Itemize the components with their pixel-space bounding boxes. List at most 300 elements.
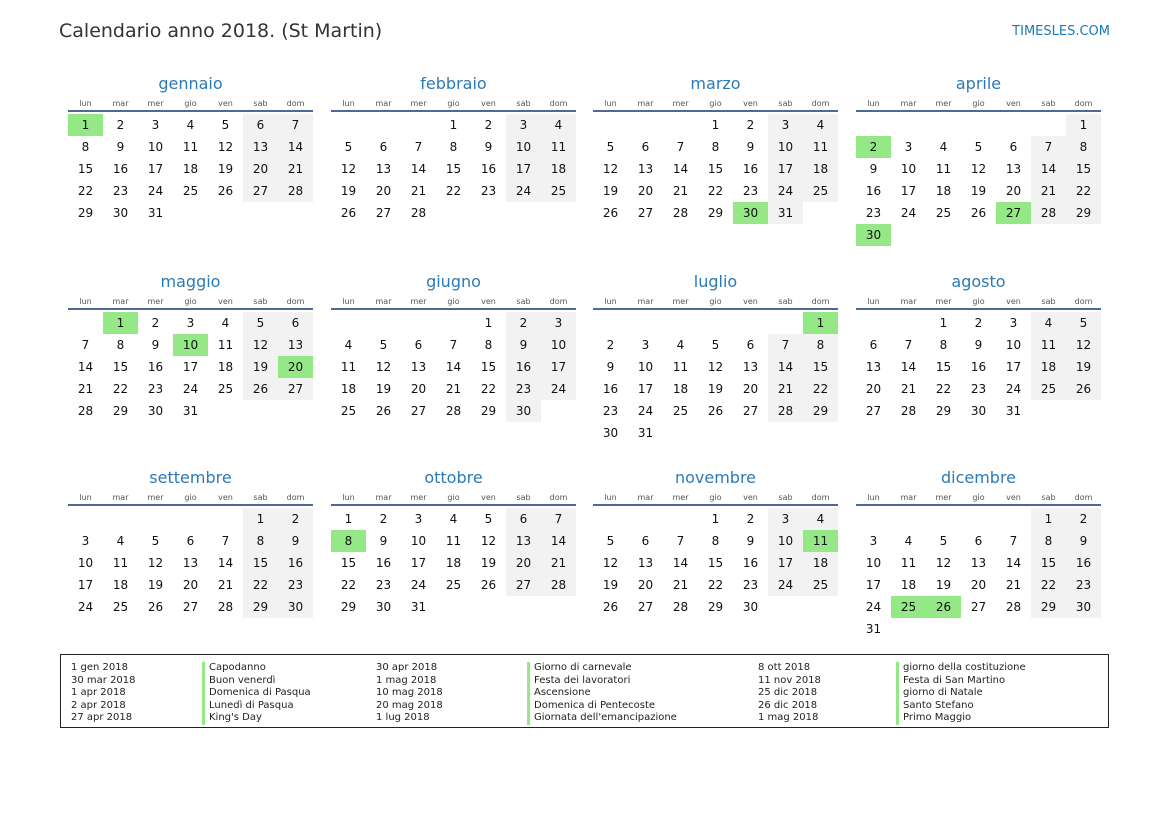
day-cell: 1 <box>711 512 720 526</box>
header-rule <box>68 504 313 506</box>
day-cell: 21 <box>541 552 576 574</box>
legend-holiday-name: Santo Stefano <box>896 700 1026 713</box>
weekday-header: gio <box>709 297 722 306</box>
day-cell: 17 <box>768 158 803 180</box>
day-cell: 27 <box>375 206 392 220</box>
weekday-header: ven <box>218 297 233 306</box>
day-cell: 13 <box>375 162 392 176</box>
day-cell: 8 <box>116 338 125 352</box>
day-cell: 26 <box>602 600 619 614</box>
day-cell: 10 <box>768 530 803 552</box>
day-cell: 16 <box>506 356 541 378</box>
day-cell: 9 <box>869 162 878 176</box>
empty-cell <box>628 114 663 136</box>
day-cell: 2 <box>278 508 313 530</box>
day-cell: 19 <box>147 578 164 592</box>
day-cell: 7 <box>676 140 685 154</box>
weekday-header: mar <box>112 493 129 502</box>
day-cell: 29 <box>1066 202 1101 224</box>
weekday-header: ven <box>481 297 496 306</box>
month-name: gennaio <box>158 74 223 93</box>
day-cell: 17 <box>768 552 803 574</box>
empty-cell <box>926 114 961 136</box>
day-cell: 10 <box>900 162 917 176</box>
empty-cell <box>208 508 243 530</box>
empty-cell <box>366 312 401 334</box>
weekday-header: sab <box>516 99 531 108</box>
empty-cell <box>1031 114 1066 136</box>
weekday-header: dom <box>1074 99 1093 108</box>
day-cell: 9 <box>606 360 615 374</box>
day-cell: 26 <box>375 404 392 418</box>
day-cell: 25 <box>340 404 357 418</box>
day-cell: 1 <box>243 508 278 530</box>
day-cell: 9 <box>1066 530 1101 552</box>
day-cell: 29 <box>112 404 129 418</box>
day-cell: 15 <box>340 556 357 570</box>
day-cell: 25 <box>112 600 129 614</box>
weekday-header: mar <box>112 99 129 108</box>
month-febbraio <box>331 73 576 224</box>
weekday-header: dom <box>811 99 830 108</box>
day-cell: 23 <box>375 578 392 592</box>
day-cell: 14 <box>541 530 576 552</box>
day-cell: 6 <box>243 114 278 136</box>
day-cell: 1 <box>1031 508 1066 530</box>
weekday-header: mer <box>672 99 689 108</box>
weekday-header: sab <box>253 297 268 306</box>
day-cell: 22 <box>1031 574 1066 596</box>
weekday-header: sab <box>778 297 793 306</box>
day-cell: 9 <box>506 334 541 356</box>
weekday-header: gio <box>447 297 460 306</box>
day-cell: 14 <box>1005 556 1022 570</box>
month-maggio <box>68 271 313 422</box>
holiday-day-cell: 11 <box>803 530 838 552</box>
month-grid <box>331 98 576 224</box>
day-cell: 4 <box>541 114 576 136</box>
day-cell: 27 <box>865 404 882 418</box>
day-cell: 30 <box>970 404 987 418</box>
day-cell: 4 <box>1031 312 1066 334</box>
weekday-header: dom <box>549 493 568 502</box>
day-cell: 29 <box>77 206 94 220</box>
weekday-header: sab <box>253 493 268 502</box>
month-aprile <box>856 73 1101 246</box>
day-cell: 11 <box>445 534 462 548</box>
day-cell: 7 <box>1031 136 1066 158</box>
day-cell: 10 <box>768 136 803 158</box>
day-cell: 17 <box>506 158 541 180</box>
weekday-header: mar <box>637 493 654 502</box>
day-cell: 3 <box>904 140 913 154</box>
day-cell: 20 <box>865 382 882 396</box>
day-cell: 13 <box>865 360 882 374</box>
header-rule <box>593 504 838 506</box>
day-cell: 13 <box>742 360 759 374</box>
day-cell: 26 <box>340 206 357 220</box>
legend-date: 26 dic 2018 <box>758 699 818 711</box>
day-cell: 14 <box>672 162 689 176</box>
weekday-header: lun <box>79 297 92 306</box>
day-cell: 25 <box>217 382 234 396</box>
weekday-header: mer <box>147 99 164 108</box>
empty-cell <box>593 312 628 334</box>
day-cell: 4 <box>186 118 195 132</box>
day-cell: 12 <box>970 162 987 176</box>
day-cell: 7 <box>541 508 576 530</box>
month-marzo <box>593 73 838 224</box>
day-cell: 3 <box>151 118 160 132</box>
day-cell: 24 <box>768 574 803 596</box>
day-cell: 4 <box>904 534 913 548</box>
weekday-header: mer <box>410 297 427 306</box>
weekday-header: gio <box>184 99 197 108</box>
month-name: febbraio <box>420 74 487 93</box>
day-cell: 21 <box>445 382 462 396</box>
day-cell: 12 <box>935 556 952 570</box>
day-cell: 16 <box>278 552 313 574</box>
weekday-header: mar <box>900 99 917 108</box>
day-cell: 28 <box>410 206 427 220</box>
legend-dates-col-3 <box>758 662 821 725</box>
day-cell: 8 <box>939 338 948 352</box>
day-cell: 12 <box>1066 334 1101 356</box>
day-cell: 24 <box>1005 382 1022 396</box>
day-cell: 8 <box>243 530 278 552</box>
holiday-day-cell: 30 <box>733 202 768 224</box>
day-cell: 23 <box>742 578 759 592</box>
day-cell: 23 <box>480 184 497 198</box>
month-grid <box>856 296 1101 422</box>
day-cell: 3 <box>869 534 878 548</box>
day-cell: 12 <box>707 360 724 374</box>
day-cell: 2 <box>746 512 755 526</box>
day-cell: 14 <box>77 360 94 374</box>
weekday-header: lun <box>867 297 880 306</box>
day-cell: 14 <box>278 136 313 158</box>
day-cell: 15 <box>445 162 462 176</box>
legend-date: 20 mag 2018 <box>376 699 443 711</box>
day-cell: 11 <box>803 136 838 158</box>
day-cell: 16 <box>1066 552 1101 574</box>
legend-holiday-name: Domenica di Pasqua <box>202 687 311 700</box>
day-cell: 27 <box>182 600 199 614</box>
day-cell: 28 <box>900 404 917 418</box>
header-rule <box>68 308 313 310</box>
day-cell: 11 <box>672 360 689 374</box>
day-cell: 24 <box>182 382 199 396</box>
day-cell: 7 <box>414 140 423 154</box>
month-grid <box>68 98 313 224</box>
day-cell: 8 <box>711 140 720 154</box>
day-cell: 3 <box>768 508 803 530</box>
weekday-header: gio <box>447 493 460 502</box>
day-cell: 12 <box>243 334 278 356</box>
weekday-header: gio <box>972 99 985 108</box>
day-cell: 9 <box>116 140 125 154</box>
legend-holiday-name: King's Day <box>202 712 311 725</box>
day-cell: 18 <box>672 382 689 396</box>
day-cell: 5 <box>484 512 493 526</box>
day-cell: 12 <box>602 162 619 176</box>
weekday-header: ven <box>218 99 233 108</box>
empty-cell <box>593 114 628 136</box>
day-cell: 28 <box>672 600 689 614</box>
legend-holiday-name: Ascensione <box>527 687 677 700</box>
empty-cell <box>961 114 996 136</box>
day-cell: 12 <box>375 360 392 374</box>
empty-cell <box>68 508 103 530</box>
empty-cell <box>733 312 768 334</box>
brand-link[interactable]: TIMESLES.COM <box>1012 24 1110 39</box>
day-cell: 15 <box>707 556 724 570</box>
day-cell: 5 <box>711 338 720 352</box>
day-cell: 18 <box>935 184 952 198</box>
day-cell: 14 <box>768 356 803 378</box>
empty-cell <box>663 508 698 530</box>
day-cell: 1 <box>484 316 493 330</box>
day-cell: 20 <box>243 158 278 180</box>
day-cell: 21 <box>672 578 689 592</box>
day-cell: 3 <box>541 312 576 334</box>
day-cell: 22 <box>243 574 278 596</box>
day-cell: 28 <box>1005 600 1022 614</box>
weekday-header: ven <box>743 493 758 502</box>
weekday-header: sab <box>1041 297 1056 306</box>
day-cell: 4 <box>803 114 838 136</box>
empty-cell <box>366 114 401 136</box>
day-cell: 21 <box>672 184 689 198</box>
day-cell: 8 <box>449 140 458 154</box>
day-cell: 10 <box>541 334 576 356</box>
day-cell: 22 <box>480 382 497 396</box>
legend-date: 27 apr 2018 <box>71 712 133 723</box>
day-cell: 19 <box>340 184 357 198</box>
month-dicembre <box>856 467 1101 640</box>
header-rule <box>593 110 838 112</box>
legend-holiday-name: giorno di Natale <box>896 687 1026 700</box>
day-cell: 18 <box>900 578 917 592</box>
weekday-header: mer <box>147 493 164 502</box>
weekday-header: gio <box>709 493 722 502</box>
day-cell: 27 <box>278 378 313 400</box>
day-cell: 16 <box>112 162 129 176</box>
day-cell: 6 <box>746 338 755 352</box>
day-cell: 23 <box>506 378 541 400</box>
legend-holiday-name: Festa dei lavoratori <box>527 675 677 688</box>
day-cell: 6 <box>278 312 313 334</box>
day-cell: 20 <box>410 382 427 396</box>
day-cell: 26 <box>707 404 724 418</box>
legend-holiday-name: Primo Maggio <box>896 712 1026 725</box>
day-cell: 15 <box>1031 552 1066 574</box>
empty-cell <box>138 508 173 530</box>
day-cell: 11 <box>541 136 576 158</box>
legend-date: 30 mar 2018 <box>71 674 136 686</box>
weekday-header: dom <box>811 493 830 502</box>
day-cell: 21 <box>410 184 427 198</box>
day-cell: 5 <box>243 312 278 334</box>
day-cell: 18 <box>445 556 462 570</box>
day-cell: 18 <box>182 162 199 176</box>
day-cell: 17 <box>900 184 917 198</box>
day-cell: 5 <box>379 338 388 352</box>
day-cell: 22 <box>340 578 357 592</box>
day-cell: 20 <box>1005 184 1022 198</box>
day-cell: 19 <box>707 382 724 396</box>
day-cell: 16 <box>970 360 987 374</box>
day-cell: 26 <box>970 206 987 220</box>
day-cell: 12 <box>480 534 497 548</box>
weekday-header: sab <box>1041 493 1056 502</box>
day-cell: 1 <box>1066 114 1101 136</box>
day-cell: 5 <box>974 140 983 154</box>
day-cell: 3 <box>186 316 195 330</box>
day-cell: 15 <box>480 360 497 374</box>
weekday-header: mer <box>410 99 427 108</box>
empty-cell <box>926 508 961 530</box>
day-cell: 14 <box>217 556 234 570</box>
day-cell: 14 <box>445 360 462 374</box>
day-cell: 21 <box>278 158 313 180</box>
header-rule <box>856 504 1101 506</box>
day-cell: 15 <box>935 360 952 374</box>
legend-names-col-3 <box>896 662 1026 725</box>
day-cell: 22 <box>803 378 838 400</box>
month-grid <box>68 492 313 618</box>
day-cell: 7 <box>221 534 230 548</box>
day-cell: 17 <box>147 162 164 176</box>
day-cell: 2 <box>974 316 983 330</box>
empty-cell <box>768 312 803 334</box>
day-cell: 16 <box>480 162 497 176</box>
day-cell: 5 <box>1066 312 1101 334</box>
day-cell: 2 <box>484 118 493 132</box>
empty-cell <box>401 114 436 136</box>
day-cell: 23 <box>278 574 313 596</box>
empty-cell <box>628 312 663 334</box>
weekday-header: gio <box>709 99 722 108</box>
day-cell: 31 <box>1005 404 1022 418</box>
day-cell: 8 <box>1066 136 1101 158</box>
month-name: maggio <box>160 272 221 291</box>
month-luglio <box>593 271 838 444</box>
day-cell: 3 <box>768 114 803 136</box>
weekday-header: dom <box>549 297 568 306</box>
day-cell: 2 <box>746 118 755 132</box>
day-cell: 8 <box>81 140 90 154</box>
day-cell: 4 <box>221 316 230 330</box>
day-cell: 10 <box>147 140 164 154</box>
holiday-day-cell: 1 <box>103 312 138 334</box>
header-rule <box>856 110 1101 112</box>
month-grid <box>856 492 1101 640</box>
day-cell: 24 <box>900 206 917 220</box>
day-cell: 29 <box>480 404 497 418</box>
day-cell: 15 <box>803 356 838 378</box>
legend-date: 2 apr 2018 <box>71 699 126 711</box>
day-cell: 19 <box>1066 356 1101 378</box>
day-cell: 6 <box>379 140 388 154</box>
day-cell: 27 <box>506 574 541 596</box>
day-cell: 13 <box>182 556 199 570</box>
day-cell: 19 <box>602 184 619 198</box>
weekday-header: mer <box>147 297 164 306</box>
legend-holiday-name: giorno della costituzione <box>896 662 1026 675</box>
day-cell: 10 <box>77 556 94 570</box>
day-cell: 7 <box>278 114 313 136</box>
day-cell: 7 <box>676 534 685 548</box>
day-cell: 14 <box>672 556 689 570</box>
weekday-header: gio <box>447 99 460 108</box>
empty-cell <box>856 114 891 136</box>
day-cell: 11 <box>112 556 129 570</box>
weekday-header: gio <box>972 493 985 502</box>
day-cell: 25 <box>803 180 838 202</box>
day-cell: 24 <box>147 184 164 198</box>
day-cell: 29 <box>707 600 724 614</box>
day-cell: 11 <box>935 162 952 176</box>
legend-date: 1 apr 2018 <box>71 687 126 698</box>
day-cell: 26 <box>243 378 278 400</box>
weekday-header: lun <box>604 493 617 502</box>
legend-date: 1 lug 2018 <box>376 712 430 723</box>
day-cell: 14 <box>410 162 427 176</box>
day-cell: 16 <box>147 360 164 374</box>
page-title: Calendario anno 2018. (St Martin) <box>59 20 383 42</box>
holiday-day-cell: 1 <box>803 312 838 334</box>
empty-cell <box>593 508 628 530</box>
day-cell: 12 <box>147 556 164 570</box>
month-grid <box>68 296 313 422</box>
day-cell: 13 <box>506 530 541 552</box>
weekday-header: mer <box>935 493 952 502</box>
day-cell: 8 <box>484 338 493 352</box>
weekday-header: mer <box>672 493 689 502</box>
weekday-header: ven <box>1006 493 1021 502</box>
legend-names-col-1 <box>202 662 311 725</box>
weekday-header: lun <box>604 297 617 306</box>
weekday-header: mer <box>935 99 952 108</box>
day-cell: 6 <box>974 534 983 548</box>
day-cell: 22 <box>445 184 462 198</box>
day-cell: 9 <box>379 534 388 548</box>
legend-date: 11 nov 2018 <box>758 674 821 686</box>
day-cell: 29 <box>935 404 952 418</box>
day-cell: 25 <box>1031 378 1066 400</box>
day-cell: 30 <box>602 426 619 440</box>
weekday-header: mar <box>637 99 654 108</box>
day-cell: 1 <box>939 316 948 330</box>
day-cell: 26 <box>217 184 234 198</box>
day-cell: 15 <box>112 360 129 374</box>
month-ottobre <box>331 467 576 618</box>
weekday-header: dom <box>286 493 305 502</box>
empty-cell <box>173 508 208 530</box>
day-cell: 31 <box>637 426 654 440</box>
day-cell: 19 <box>480 556 497 570</box>
empty-cell <box>996 508 1031 530</box>
day-cell: 12 <box>602 556 619 570</box>
empty-cell <box>961 508 996 530</box>
holiday-day-cell: 2 <box>856 136 891 158</box>
day-cell: 7 <box>904 338 913 352</box>
day-cell: 10 <box>506 136 541 158</box>
day-cell: 16 <box>742 556 759 570</box>
day-cell: 24 <box>506 180 541 202</box>
day-cell: 6 <box>186 534 195 548</box>
